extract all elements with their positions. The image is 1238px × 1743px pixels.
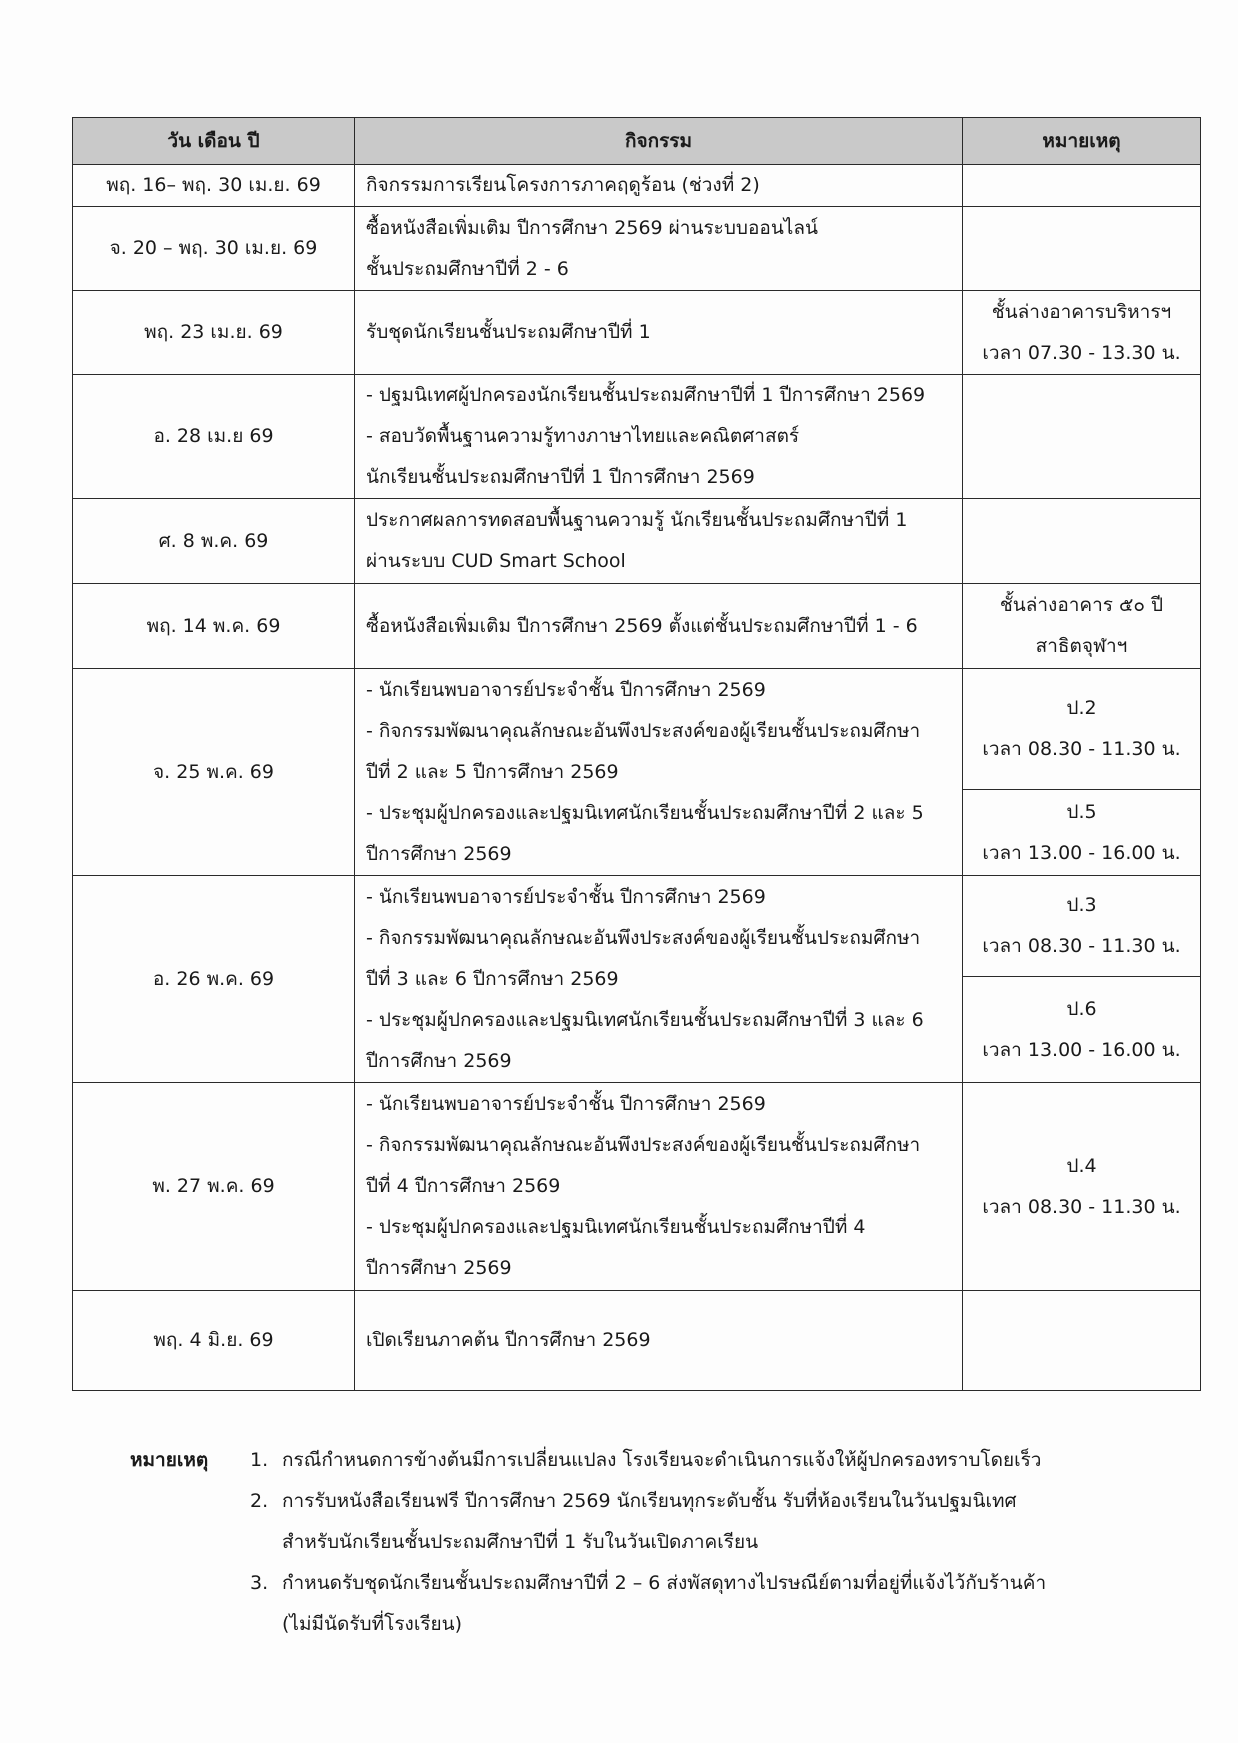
activity-line: - ประชุมผู้ปกครองและปฐมนิเทศนักเรียนชั้นประถมศึกษาปีที่ 4: [366, 1216, 866, 1238]
remark-cell: [963, 375, 1201, 499]
remark-line: ป.2: [1066, 697, 1097, 719]
remark-cell: [963, 1291, 1201, 1391]
remark-cell: [963, 876, 1201, 977]
date-cell: พฤ. 16– พฤ. 30 เม.ย. 69: [73, 165, 355, 207]
activity-line: - ประชุมผู้ปกครองและปฐมนิเทศนักเรียนชั้นประถมศึกษาปีที่ 2 และ 5: [366, 801, 924, 824]
remark-cell: [963, 584, 1201, 669]
remark-line: สาธิตจุฬาฯ: [1035, 635, 1128, 657]
activity-cell: [355, 1291, 963, 1391]
remark-cell: [963, 499, 1201, 584]
remark-cell: [963, 1083, 1201, 1291]
activity-cell: [355, 1083, 963, 1291]
activity-cell: [355, 207, 963, 291]
date-cell: ศ. 8 พ.ค. 69: [73, 499, 355, 584]
activity-line: ผ่านระบบ CUD Smart School: [366, 550, 626, 572]
date-cell: อ. 26 พ.ค. 69: [73, 876, 355, 1083]
activity-line: - กิจกรรมพัฒนาคุณลักษณะอันพึงประสงค์ของผู้เรียนชั้นประถมศึกษา: [366, 1134, 921, 1156]
remark-line: เวลา 08.30 - 11.30 น.: [982, 1195, 1181, 1218]
note-text: [282, 1440, 1190, 1481]
table-row: [73, 291, 1201, 375]
activity-line: ปีการศึกษา 2569: [366, 842, 512, 865]
note-line: สำหรับนักเรียนชั้นประถมศึกษาปีที่ 1 รับในวันเปิดภาคเรียน: [282, 1531, 759, 1553]
remark-line: เวลา 13.00 - 16.00 น.: [982, 841, 1181, 864]
date-cell: จ. 25 พ.ค. 69: [73, 669, 355, 876]
note-number: 3.: [250, 1572, 269, 1594]
activity-line: - กิจกรรมพัฒนาคุณลักษณะอันพึงประสงค์ของผู้เรียนชั้นประถมศึกษา: [366, 719, 921, 742]
remark-line: เวลา 07.30 - 13.30 น.: [982, 341, 1181, 364]
table-row: [73, 165, 1201, 207]
date-cell: อ. 28 เม.ย 69: [73, 375, 355, 499]
activity-line: ประกาศผลการทดสอบพื้นฐานความรู้ นักเรียนชั้นประถมศึกษาปีที่ 1: [366, 509, 908, 531]
activity-line: ปีที่ 4 ปีการศึกษา 2569: [366, 1175, 561, 1197]
activity-line: - นักเรียนพบอาจารย์ประจำชั้น ปีการศึกษา 2569: [366, 1093, 766, 1115]
header-remark: หมายเหตุ: [963, 118, 1201, 165]
remark-line: ชั้นล่างอาคาร ๕๐ ปี: [999, 594, 1164, 616]
date-cell: พ. 27 พ.ค. 69: [73, 1083, 355, 1291]
activity-cell: [355, 499, 963, 584]
activity-line: - ประชุมผู้ปกครองและปฐมนิเทศนักเรียนชั้นประถมศึกษาปีที่ 3 และ 6: [366, 1008, 924, 1031]
activity-line: กิจกรรมการเรียนโครงการภาคฤดูร้อน (ช่วงที่ 2): [366, 174, 760, 196]
activity-cell: [355, 584, 963, 669]
remark-line: เวลา 13.00 - 16.00 น.: [982, 1038, 1181, 1061]
date-cell: พฤ. 23 เม.ย. 69: [73, 291, 355, 375]
table-header-row: [73, 118, 1201, 165]
schedule-table: [72, 117, 1201, 1391]
table-row: [73, 584, 1201, 669]
note-item: [250, 1481, 1190, 1563]
table-row: [73, 207, 1201, 291]
notes-title: หมายเหตุ: [130, 1449, 209, 1471]
date-cell: พฤ. 4 มิ.ย. 69: [73, 1291, 355, 1391]
note-number: 2.: [250, 1490, 269, 1512]
activity-line: ซื้อหนังสือเพิ่มเติม ปีการศึกษา 2569 ผ่านระบบออนไลน์: [366, 216, 818, 239]
activity-line: ปีที่ 2 และ 5 ปีการศึกษา 2569: [366, 760, 619, 783]
table-row: [73, 499, 1201, 584]
activity-cell: [355, 291, 963, 375]
remark-line: ป.3: [1066, 894, 1097, 916]
table-row: [73, 1291, 1201, 1391]
note-text: [282, 1481, 1190, 1563]
activity-line: - สอบวัดพื้นฐานความรู้ทางภาษาไทยและคณิตศาสตร์: [366, 425, 800, 447]
remark-cell: [963, 207, 1201, 291]
remark-line: ป.6: [1066, 997, 1097, 1020]
activity-line: - นักเรียนพบอาจารย์ประจำชั้น ปีการศึกษา 2569: [366, 678, 766, 701]
note-number: 1.: [250, 1449, 269, 1471]
activity-cell: [355, 165, 963, 207]
date-cell: พฤ. 14 พ.ค. 69: [73, 584, 355, 669]
note-line: (ไม่มีนัดรับที่โรงเรียน): [282, 1613, 463, 1635]
date-cell: จ. 20 – พฤ. 30 เม.ย. 69: [73, 207, 355, 291]
activity-line: ชั้นประถมศึกษาปีที่ 2 - 6: [366, 257, 569, 280]
activity-cell: [355, 669, 963, 876]
activity-line: ปีที่ 3 และ 6 ปีการศึกษา 2569: [366, 967, 619, 990]
note-item: [250, 1563, 1190, 1645]
activity-line: เปิดเรียนภาคต้น ปีการศึกษา 2569: [366, 1329, 651, 1351]
remark-line: ชั้นล่างอาคารบริหารฯ: [991, 300, 1172, 323]
note-text: [282, 1563, 1190, 1645]
remark-cell: [963, 291, 1201, 375]
activity-line: - กิจกรรมพัฒนาคุณลักษณะอันพึงประสงค์ของผู้เรียนชั้นประถมศึกษา: [366, 926, 921, 949]
table-row: [73, 876, 1201, 977]
remark-line: เวลา 08.30 - 11.30 น.: [982, 935, 1181, 957]
note-line: การรับหนังสือเรียนฟรี ปีการศึกษา 2569 นักเรียนทุกระดับชั้น รับที่ห้องเรียนในวันปฐมนิเทศ: [282, 1490, 1017, 1512]
table-row: [73, 1083, 1201, 1291]
activity-line: - นักเรียนพบอาจารย์ประจำชั้น ปีการศึกษา 2569: [366, 885, 766, 908]
remark-line: ป.4: [1066, 1154, 1097, 1177]
activity-cell: [355, 375, 963, 499]
activity-line: ปีการศึกษา 2569: [366, 1257, 512, 1279]
table-row: [73, 669, 1201, 790]
notes-list: [250, 1440, 1190, 1645]
note-item: [250, 1440, 1190, 1481]
remark-cell: [963, 165, 1201, 207]
remark-cell: [963, 790, 1201, 876]
activity-line: ปีการศึกษา 2569: [366, 1049, 512, 1072]
activity-line: - ปฐมนิเทศผู้ปกครองนักเรียนชั้นประถมศึกษาปีที่ 1 ปีการศึกษา 2569: [366, 384, 926, 406]
table-row: [73, 375, 1201, 499]
activity-cell: [355, 876, 963, 1083]
remark-line: เวลา 08.30 - 11.30 น.: [982, 738, 1181, 760]
header-activity: กิจกรรม: [355, 118, 963, 165]
remark-cell: [963, 669, 1201, 790]
remark-line: ป.5: [1066, 800, 1097, 823]
header-date: วัน เดือน ปี: [73, 118, 355, 165]
note-line: กรณีกำหนดการข้างต้นมีการเปลี่ยนแปลง โรงเรียนจะดำเนินการแจ้งให้ผู้ปกครองทราบโดยเร็ว: [282, 1449, 1042, 1471]
activity-line: ซื้อหนังสือเพิ่มเติม ปีการศึกษา 2569 ตั้งแต่ชั้นประถมศึกษาปีที่ 1 - 6: [366, 614, 918, 637]
remark-cell: [963, 977, 1201, 1083]
activity-line: รับชุดนักเรียนชั้นประถมศึกษาปีที่ 1: [366, 321, 651, 343]
activity-line: นักเรียนชั้นประถมศึกษาปีที่ 1 ปีการศึกษา 2569: [366, 466, 755, 488]
note-line: กำหนดรับชุดนักเรียนชั้นประถมศึกษาปีที่ 2 – 6 ส่งพัสดุทางไปรษณีย์ตามที่อยู่ที่แจ้งไว้กับร้านค้า: [282, 1572, 1047, 1594]
